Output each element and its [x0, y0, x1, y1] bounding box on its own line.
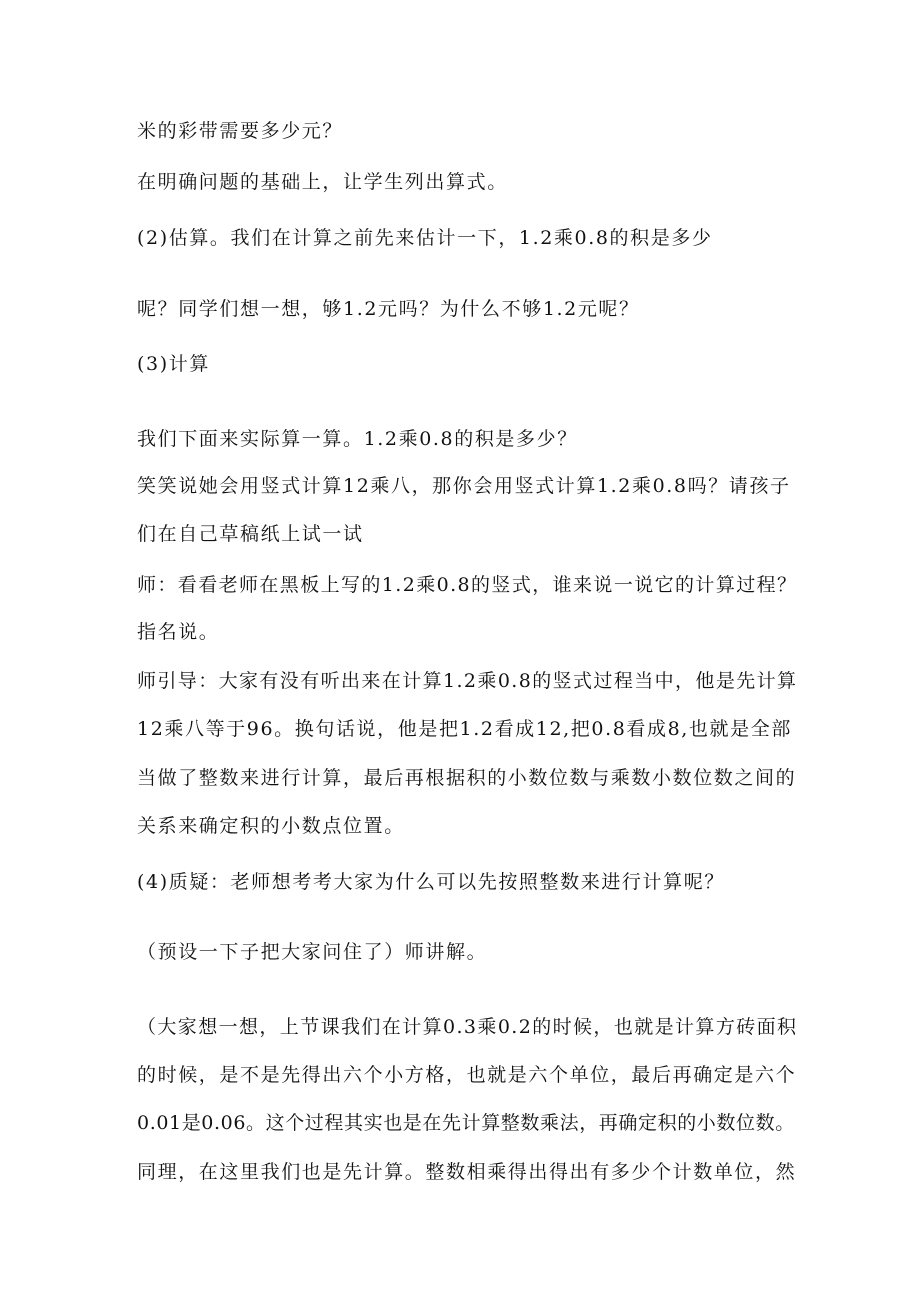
text-line-4: 呢？同学们想一想，够1.2元吗？为什么不够1.2元呢？ — [137, 298, 640, 320]
text-line-12: 12乘八等于96。换句话说，他是把1.2看成12,把0.8看成8,也就是全部 — [137, 718, 792, 740]
text-line-15: (4)质疑：老师想考考大家为什么可以先按照整数来进行计算呢？ — [137, 871, 725, 893]
text-line-20: 同理，在这里我们也是先计算。整数相乘得出得出有多少个计数单位，然 — [137, 1161, 797, 1183]
text-line-8: 们在自己草稿纸上试一试 — [137, 523, 364, 545]
text-line-5: (3)计算 — [137, 353, 210, 375]
text-line-13: 当做了整数来进行计算，最后再根据积的小数位数与乘数小数位数之间的 — [137, 767, 797, 789]
text-line-2: 在明确问题的基础上，让学生列出算式。 — [137, 171, 508, 193]
text-line-14: 关系来确定积的小数点位置。 — [137, 815, 405, 837]
text-line-16: （预设一下子把大家问住了）师讲解。 — [137, 941, 488, 963]
text-line-1: 米的彩带需要多少元？ — [137, 120, 344, 142]
text-line-7: 笑笑说她会用竖式计算12乘八，那你会用竖式计算1.2乘0.8吗？请孩子 — [137, 475, 791, 497]
text-line-18: 的时候，是不是先得出六个小方格，也就是六个单位，最后再确定是六个 — [137, 1064, 797, 1086]
text-line-17: （大家想一想，上节课我们在计算0.3乘0.2的时候，也就是计算方砖面积 — [137, 1016, 798, 1038]
text-line-3: (2)估算。我们在计算之前先来估计一下，1.2乘0.8的积是多少 — [137, 227, 713, 249]
text-line-9: 师：看看老师在黑板上写的1.2乘0.8的竖式，谁来说一说它的计算过程？ — [137, 574, 798, 596]
text-line-10: 指名说。 — [137, 621, 220, 643]
text-line-11: 师引导：大家有没有听出来在计算1.2乘0.8的竖式过程当中，他是先计算 — [137, 670, 798, 692]
text-line-6: 我们下面来实际算一算。1.2乘0.8的积是多少？ — [137, 428, 578, 450]
text-line-19: 0.01是0.06。这个过程其实也是在先计算整数乘法，再确定积的小数位数。 — [137, 1112, 795, 1134]
